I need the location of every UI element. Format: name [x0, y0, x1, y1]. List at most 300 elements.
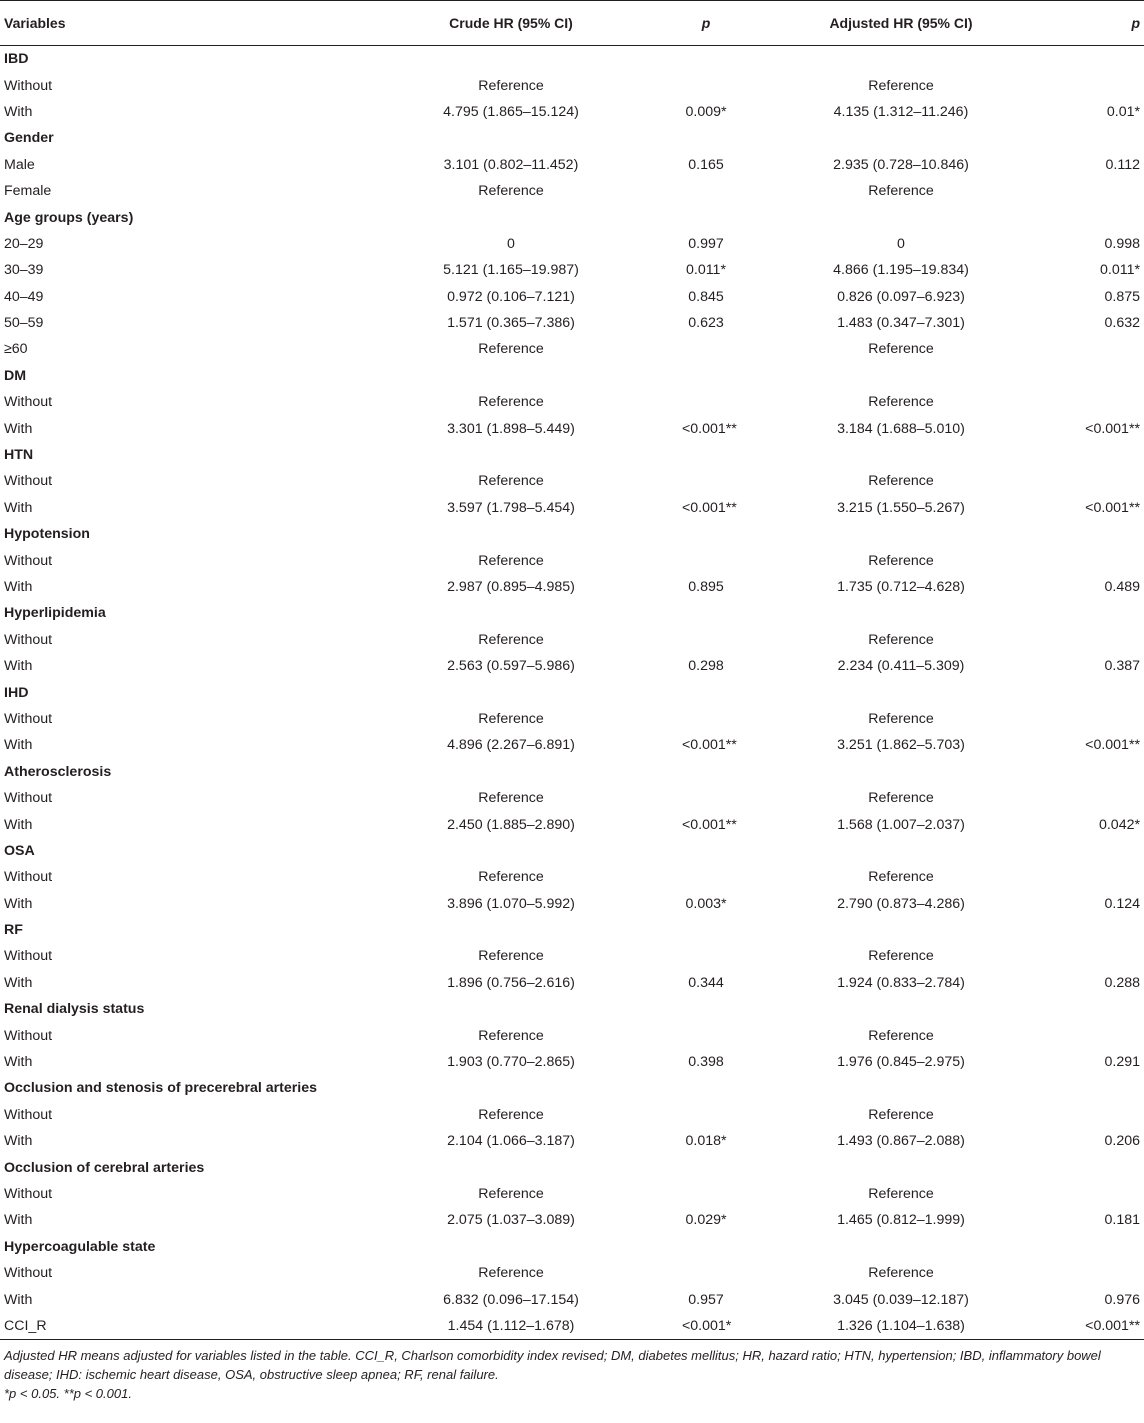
crude-hr-cell: 2.450 (1.885–2.890) — [447, 816, 575, 833]
category-row — [0, 996, 1144, 1022]
category-row — [0, 1234, 1144, 1260]
category-row — [0, 759, 1144, 785]
p-crude-cell — [682, 46, 730, 73]
table-header — [0, 1, 1144, 46]
row-label: ≥60 — [4, 341, 28, 358]
category-row — [0, 125, 1144, 151]
p-crude-cell: 0.018* — [685, 1133, 727, 1150]
p-crude-cell — [682, 547, 730, 573]
adjusted-hr-cell: 1.924 (0.833–2.784) — [837, 974, 965, 991]
p-adjusted-cell — [1072, 1181, 1144, 1207]
adjusted-hr-cell: Reference — [868, 473, 934, 490]
p-adjusted-cell: 0.206 — [1104, 1133, 1140, 1150]
table-row — [0, 72, 1144, 98]
adjusted-hr-cell: 3.184 (1.688–5.010) — [837, 420, 965, 437]
p-crude-cell: <0.001** — [682, 816, 737, 833]
row-label: Atherosclerosis — [4, 763, 112, 780]
adjusted-hr-cell: 1.493 (0.867–2.088) — [837, 1133, 965, 1150]
adjusted-hr-cell: 3.215 (1.550–5.267) — [837, 499, 965, 516]
adjusted-hr-cell: 1.326 (1.104–1.638) — [730, 1313, 1072, 1340]
crude-hr-cell: 3.101 (0.802–11.452) — [443, 156, 579, 173]
p-crude-cell — [682, 468, 730, 494]
p-adjusted-cell — [1072, 204, 1144, 230]
adjusted-hr-cell: 1.483 (0.347–7.301) — [837, 315, 965, 332]
p-crude-cell — [682, 1075, 730, 1101]
adjusted-hr-cell — [730, 838, 1072, 864]
table-row — [0, 415, 1144, 441]
table-row — [0, 1313, 1144, 1340]
p-crude-cell — [682, 996, 730, 1022]
crude-hr-cell: Reference — [478, 710, 544, 727]
row-label: Hyperlipidemia — [4, 605, 106, 622]
p-adjusted-cell — [1072, 1234, 1144, 1260]
table-row — [0, 943, 1144, 969]
p-crude-cell — [682, 125, 730, 151]
crude-hr-cell — [340, 996, 682, 1022]
crude-hr-cell: 1.903 (0.770–2.865) — [447, 1054, 575, 1071]
table-body — [0, 46, 1144, 1340]
p-adjusted-cell: 0.288 — [1104, 974, 1140, 991]
adjusted-hr-cell — [730, 1154, 1072, 1180]
p-crude-cell — [682, 627, 730, 653]
crude-hr-cell: Reference — [478, 1185, 544, 1202]
p-adjusted-cell: 0.998 — [1104, 235, 1140, 252]
p-adjusted-cell: <0.001** — [1072, 1313, 1144, 1340]
adjusted-hr-cell — [730, 1075, 1072, 1101]
category-row — [0, 204, 1144, 230]
crude-hr-cell: Reference — [478, 631, 544, 648]
p-adjusted-cell — [1072, 72, 1144, 98]
crude-hr-cell: Reference — [478, 473, 544, 490]
p-adjusted-cell: <0.001** — [1085, 499, 1140, 516]
p-crude-cell — [682, 785, 730, 811]
p-adjusted-cell: 0.124 — [1104, 895, 1140, 912]
table-row — [0, 653, 1144, 679]
crude-hr-cell: Reference — [478, 394, 544, 411]
crude-hr-cell — [340, 125, 682, 151]
row-label: 50–59 — [4, 315, 44, 332]
p-adjusted-cell — [1072, 125, 1144, 151]
p-crude-cell: 0.957 — [688, 1291, 724, 1308]
p-crude-cell — [682, 679, 730, 705]
adjusted-hr-cell — [730, 204, 1072, 230]
table-row — [0, 891, 1144, 917]
row-label: Without — [4, 394, 53, 411]
p-crude-cell — [682, 442, 730, 468]
p-crude-cell: <0.001** — [682, 499, 737, 516]
p-adjusted-cell — [1072, 917, 1144, 943]
table-row — [0, 99, 1144, 125]
p-adjusted-cell — [1072, 1022, 1144, 1048]
p-adjusted-cell — [1072, 759, 1144, 785]
p-crude-cell — [682, 864, 730, 890]
category-row — [0, 46, 1144, 73]
table-row — [0, 1022, 1144, 1048]
adjusted-hr-cell: Reference — [868, 1265, 934, 1282]
category-row — [0, 1075, 1144, 1101]
crude-hr-cell — [340, 442, 682, 468]
row-label: With — [4, 579, 33, 595]
crude-hr-cell: 1.896 (0.756–2.616) — [447, 974, 575, 991]
p-crude-cell: 0.895 — [688, 579, 724, 595]
row-label: Gender — [4, 130, 54, 147]
p-crude-cell — [682, 943, 730, 969]
row-label: RF — [4, 922, 23, 939]
crude-hr-cell — [340, 838, 682, 864]
p-crude-cell: 0.845 — [688, 288, 724, 305]
p-adjusted-cell — [1072, 706, 1144, 732]
row-label: With — [4, 1133, 33, 1150]
adjusted-hr-cell: Reference — [868, 631, 934, 648]
p-adjusted-cell — [1072, 468, 1144, 494]
crude-hr-cell: Reference — [478, 183, 544, 200]
p-adjusted-cell: 0.632 — [1104, 315, 1140, 332]
adjusted-hr-cell — [730, 1234, 1072, 1260]
crude-hr-cell: Reference — [478, 1265, 544, 1282]
table-row — [0, 627, 1144, 653]
row-label: Without — [4, 710, 53, 727]
p-crude-cell — [682, 521, 730, 547]
crude-hr-cell: 1.454 (1.112–1.678) — [340, 1313, 682, 1340]
p-crude-cell: 0.344 — [688, 974, 724, 991]
table-row — [0, 811, 1144, 837]
row-label: With — [4, 1291, 33, 1308]
row-label: OSA — [4, 842, 35, 859]
table-row — [0, 864, 1144, 890]
p-crude-cell — [682, 600, 730, 626]
p-adjusted-cell — [1072, 1154, 1144, 1180]
crude-hr-cell: Reference — [478, 790, 544, 807]
table-row — [0, 1102, 1144, 1128]
row-label: With — [4, 816, 33, 833]
p-crude-cell — [682, 72, 730, 98]
p-crude-cell: 0.623 — [688, 315, 724, 332]
crude-hr-cell — [340, 46, 682, 73]
p-crude-cell — [682, 1022, 730, 1048]
p-adjusted-cell — [1072, 521, 1144, 547]
p-adjusted-cell: 0.387 — [1104, 658, 1140, 675]
crude-hr-cell — [340, 363, 682, 389]
row-label: Without — [4, 1265, 53, 1282]
row-label: With — [4, 1212, 33, 1229]
table-row — [0, 468, 1144, 494]
row-label: Without — [4, 1106, 53, 1123]
crude-hr-cell — [340, 1234, 682, 1260]
crude-hr-cell: Reference — [478, 869, 544, 886]
row-label: With — [4, 974, 33, 991]
row-label: Without — [4, 869, 53, 886]
row-label: Female — [4, 183, 52, 200]
adjusted-hr-cell — [730, 917, 1072, 943]
crude-hr-cell — [340, 521, 682, 547]
p-adjusted-cell: 0.181 — [1104, 1212, 1140, 1229]
crude-hr-cell: 6.832 (0.096–17.154) — [443, 1291, 579, 1308]
adjusted-hr-cell: Reference — [868, 394, 934, 411]
row-label: 40–49 — [4, 288, 44, 305]
table-row — [0, 257, 1144, 283]
crude-hr-cell: Reference — [478, 552, 544, 569]
category-row — [0, 521, 1144, 547]
category-row — [0, 600, 1144, 626]
p-crude-cell — [682, 1181, 730, 1207]
adjusted-hr-cell — [730, 759, 1072, 785]
adjusted-hr-cell: 2.234 (0.411–5.309) — [837, 658, 965, 675]
adjusted-hr-cell: Reference — [868, 790, 934, 807]
p-adjusted-cell — [1072, 178, 1144, 204]
crude-hr-cell: 1.571 (0.365–7.386) — [447, 315, 575, 332]
adjusted-hr-cell: 3.045 (0.039–12.187) — [833, 1291, 969, 1308]
row-label: Without — [4, 948, 53, 965]
p-crude-cell — [682, 389, 730, 415]
row-label: With — [4, 1054, 33, 1071]
row-label: With — [4, 658, 33, 675]
crude-hr-cell: 2.987 (0.895–4.985) — [447, 579, 575, 595]
p-adjusted-cell — [1072, 1075, 1144, 1101]
row-label: Without — [4, 552, 53, 569]
row-label: With — [4, 737, 33, 754]
p-adjusted-cell — [1072, 363, 1144, 389]
p-crude-cell: 0.165 — [688, 156, 724, 173]
row-label: Without — [4, 77, 53, 94]
row-label: Without — [4, 631, 53, 648]
p-crude-cell — [682, 204, 730, 230]
p-adjusted-cell — [1072, 547, 1144, 573]
p-crude-cell — [682, 1260, 730, 1286]
adjusted-hr-cell — [730, 442, 1072, 468]
adjusted-hr-cell: Reference — [868, 183, 934, 200]
crude-hr-cell: Reference — [478, 948, 544, 965]
p-adjusted-cell — [1072, 1102, 1144, 1128]
crude-hr-cell: 2.563 (0.597–5.986) — [447, 658, 575, 675]
category-row — [0, 363, 1144, 389]
adjusted-hr-cell: 2.935 (0.728–10.846) — [833, 156, 969, 173]
p-adjusted-cell: 0.112 — [1105, 156, 1140, 173]
crude-hr-cell: 4.896 (2.267–6.891) — [447, 737, 575, 754]
adjusted-hr-cell: Reference — [868, 1106, 934, 1123]
p-crude-cell: 0.997 — [688, 235, 724, 252]
row-label: Occlusion and stenosis of precerebral arteries — [4, 1080, 318, 1097]
table-row — [0, 970, 1144, 996]
table-row — [0, 495, 1144, 521]
adjusted-hr-cell: Reference — [868, 869, 934, 886]
adjusted-hr-cell: 1.568 (1.007–2.037) — [837, 816, 965, 833]
p-adjusted-cell — [1072, 627, 1144, 653]
table-row — [0, 1128, 1144, 1154]
header-crude-hr: Crude HR (95% CI) — [340, 1, 682, 46]
p-adjusted-cell: 0.01* — [1106, 103, 1140, 120]
p-adjusted-cell — [1072, 679, 1144, 705]
table-row — [0, 732, 1144, 758]
row-label: Occlusion of cerebral arteries — [4, 1159, 205, 1176]
crude-hr-cell: 5.121 (1.165–19.987) — [443, 262, 579, 279]
row-label: With — [4, 499, 33, 516]
p-crude-cell: 0.009* — [685, 103, 727, 120]
header-p-crude: p — [682, 1, 730, 46]
adjusted-hr-cell: Reference — [868, 948, 934, 965]
p-adjusted-cell: 0.291 — [1104, 1054, 1140, 1071]
row-label: HTN — [4, 447, 34, 464]
row-label: DM — [4, 367, 27, 384]
table-row — [0, 231, 1144, 257]
adjusted-hr-cell: 4.135 (1.312–11.246) — [833, 103, 969, 120]
p-crude-cell — [682, 706, 730, 732]
p-crude-cell — [682, 838, 730, 864]
p-adjusted-cell — [1072, 442, 1144, 468]
row-label: With — [4, 895, 33, 912]
p-crude-cell — [682, 917, 730, 943]
p-adjusted-cell: 0.489 — [1104, 579, 1140, 595]
crude-hr-cell: 3.896 (1.070–5.992) — [447, 895, 575, 912]
crude-hr-cell: Reference — [478, 1106, 544, 1123]
p-adjusted-cell: <0.001** — [1085, 420, 1140, 437]
adjusted-hr-cell — [730, 600, 1072, 626]
table-row — [0, 336, 1144, 362]
row-label: Without — [4, 473, 53, 490]
adjusted-hr-cell: 3.251 (1.862–5.703) — [837, 737, 965, 754]
adjusted-hr-cell: 1.735 (0.712–4.628) — [837, 579, 965, 595]
adjusted-hr-cell: Reference — [868, 552, 934, 569]
table-row — [0, 178, 1144, 204]
table-row — [0, 1207, 1144, 1233]
adjusted-hr-cell: 1.465 (0.812–1.999) — [837, 1212, 965, 1229]
category-row — [0, 1154, 1144, 1180]
crude-hr-cell: Reference — [478, 1027, 544, 1044]
p-adjusted-cell — [1072, 389, 1144, 415]
adjusted-hr-cell — [730, 679, 1072, 705]
adjusted-hr-cell: Reference — [868, 1185, 934, 1202]
p-adjusted-cell: 0.042* — [1098, 816, 1140, 833]
p-crude-cell — [682, 336, 730, 362]
category-row — [0, 679, 1144, 705]
crude-hr-cell: 3.597 (1.798–5.454) — [447, 499, 575, 516]
adjusted-hr-cell: Reference — [868, 710, 934, 727]
crude-hr-cell — [340, 1075, 682, 1101]
p-crude-cell: <0.001* — [682, 1313, 730, 1340]
row-label: CCI_R — [0, 1313, 340, 1340]
table-row — [0, 1286, 1144, 1312]
p-adjusted-cell — [1072, 996, 1144, 1022]
crude-hr-cell — [340, 679, 682, 705]
table-row — [0, 1181, 1144, 1207]
p-crude-cell: 0.029* — [685, 1212, 727, 1229]
category-row — [0, 442, 1144, 468]
adjusted-hr-cell: Reference — [868, 341, 934, 358]
crude-hr-cell: 0.972 (0.106–7.121) — [447, 288, 575, 305]
crude-hr-cell — [340, 917, 682, 943]
table-row — [0, 1049, 1144, 1075]
adjusted-hr-cell: 2.790 (0.873–4.286) — [837, 895, 965, 912]
adjusted-hr-cell: 0.826 (0.097–6.923) — [837, 288, 965, 305]
header-variables: Variables — [0, 1, 340, 46]
row-label: IBD — [4, 51, 29, 68]
table-footnote: Adjusted HR means adjusted for variables listed in the table. CCI_R, Charlson comorbidity index revised; DM, diabetes mellitus; HR, hazard ratio; HTN, hypertension; IBD, inflammatory bowel disease; IHD: ischemic heart disease, OSA, obstructive sleep apnea; RF, renal failure. — [4, 1348, 1101, 1383]
table-row — [0, 785, 1144, 811]
crude-hr-cell: 0 — [507, 235, 515, 252]
p-crude-cell: 0.398 — [688, 1054, 724, 1071]
crude-hr-cell: 4.795 (1.865–15.124) — [443, 103, 579, 120]
table-row — [0, 284, 1144, 310]
adjusted-hr-cell: 1.976 (0.845–2.975) — [837, 1054, 965, 1071]
row-label: IHD — [4, 684, 29, 701]
row-label: 30–39 — [4, 262, 44, 279]
p-crude-cell — [682, 363, 730, 389]
table-row — [0, 574, 1144, 600]
p-adjusted-cell — [1072, 1260, 1144, 1286]
crude-hr-cell — [340, 600, 682, 626]
table-row — [0, 1260, 1144, 1286]
header-p-adjusted: p — [1072, 1, 1144, 46]
p-crude-cell: 0.003* — [685, 895, 727, 912]
crude-hr-cell — [340, 1154, 682, 1180]
adjusted-hr-cell — [730, 363, 1072, 389]
significance-note: *p < 0.05. **p < 0.001. — [4, 1386, 132, 1402]
p-adjusted-cell — [1072, 46, 1144, 73]
p-crude-cell — [682, 1102, 730, 1128]
p-adjusted-cell — [1072, 864, 1144, 890]
p-crude-cell: <0.001** — [682, 737, 737, 754]
crude-hr-cell: Reference — [478, 77, 544, 94]
row-label: Age groups (years) — [4, 209, 134, 226]
p-crude-cell: 0.011* — [686, 262, 726, 279]
crude-hr-cell — [340, 759, 682, 785]
crude-hr-cell: Reference — [478, 341, 544, 358]
adjusted-hr-cell — [730, 521, 1072, 547]
row-label: Male — [4, 156, 35, 173]
adjusted-hr-cell: 0 — [897, 235, 905, 252]
crude-hr-cell: 3.301 (1.898–5.449) — [447, 420, 575, 437]
adjusted-hr-cell: Reference — [868, 77, 934, 94]
row-label: With — [4, 103, 33, 120]
table-row — [0, 389, 1144, 415]
category-row — [0, 917, 1144, 943]
p-adjusted-cell — [1072, 785, 1144, 811]
p-crude-cell: <0.001** — [682, 420, 737, 437]
row-label: 20–29 — [4, 235, 44, 252]
adjusted-hr-cell: 4.866 (1.195–19.834) — [833, 262, 969, 279]
p-adjusted-cell: <0.001** — [1085, 737, 1140, 754]
category-row — [0, 838, 1144, 864]
row-label: Renal dialysis status — [4, 1001, 145, 1018]
p-adjusted-cell — [1072, 600, 1144, 626]
table-row — [0, 547, 1144, 573]
p-crude-cell — [682, 1154, 730, 1180]
row-label: Without — [4, 790, 53, 807]
adjusted-hr-cell — [730, 125, 1072, 151]
p-crude-cell — [682, 759, 730, 785]
adjusted-hr-cell — [730, 46, 1072, 73]
header-adjusted-hr: Adjusted HR (95% CI) — [730, 1, 1072, 46]
row-label: Without — [4, 1185, 53, 1202]
row-label: Hypercoagulable state — [4, 1238, 156, 1255]
row-label: With — [4, 420, 33, 437]
p-adjusted-cell: 0.011* — [1100, 262, 1140, 279]
row-label: Without — [4, 1027, 53, 1044]
adjusted-hr-cell: Reference — [868, 1027, 934, 1044]
p-adjusted-cell — [1072, 943, 1144, 969]
row-label: Hypotension — [4, 526, 90, 543]
p-adjusted-cell — [1072, 838, 1144, 864]
p-crude-cell: 0.298 — [688, 658, 724, 675]
p-crude-cell — [682, 178, 730, 204]
crude-hr-cell: 2.104 (1.066–3.187) — [447, 1133, 575, 1150]
crude-hr-cell: 2.075 (1.037–3.089) — [447, 1212, 575, 1229]
crude-hr-cell — [340, 204, 682, 230]
p-adjusted-cell: 0.875 — [1104, 288, 1140, 305]
adjusted-hr-cell — [730, 996, 1072, 1022]
p-adjusted-cell: 0.976 — [1104, 1291, 1140, 1308]
table-row — [0, 310, 1144, 336]
p-crude-cell — [682, 1234, 730, 1260]
